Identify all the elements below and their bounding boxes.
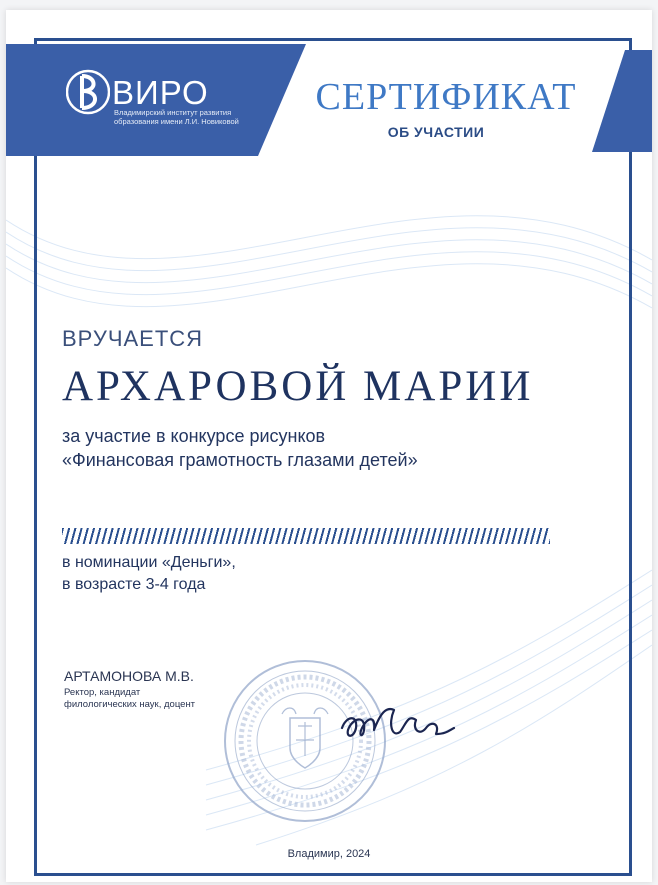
signatory-title-line-2: филологических наук, доцент xyxy=(64,699,196,710)
signature-icon xyxy=(336,694,456,754)
awarded-label: ВРУЧАЕТСЯ xyxy=(62,326,204,351)
nomination-line-1: в номинации «Деньги», xyxy=(62,554,236,571)
signatory-title xyxy=(64,687,234,711)
viro-logo-icon xyxy=(66,66,110,118)
recipient-name: АРХАРОВОЙ МАРИИ xyxy=(62,363,534,410)
reason-line-2: «Финансовая грамотность глазами детей» xyxy=(62,450,418,470)
place-and-year: Владимир, 2024 xyxy=(287,848,371,860)
nomination-line-2: в возрасте 3-4 года xyxy=(62,576,206,593)
logo-name: ВИРО xyxy=(112,73,209,111)
certificate-sheet xyxy=(6,10,652,882)
reason-line-1: за участие в конкурсе рисунков xyxy=(62,426,326,446)
award-reason xyxy=(62,424,622,472)
certificate-title: СЕРТИФИКАТ xyxy=(315,76,577,118)
signatory-title-line-1: Ректор, кандидат xyxy=(64,687,141,698)
logo-subtitle: Владимирский институт развития образования имени Л.И. Новиковой xyxy=(114,108,239,126)
nomination-block xyxy=(62,552,542,596)
certificate-subtitle: ОБ УЧАСТИИ xyxy=(387,124,485,140)
signatory-name: АРТАМОНОВА М.В. xyxy=(64,668,194,684)
decorative-hatch-divider xyxy=(62,528,550,544)
